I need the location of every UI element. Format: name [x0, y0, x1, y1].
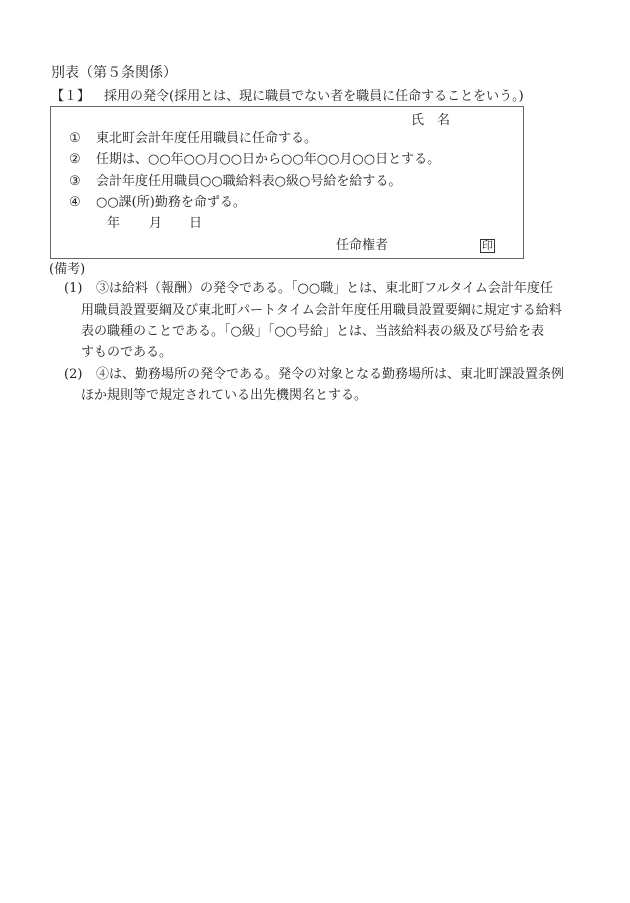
item-marker: ③: [69, 174, 81, 189]
note-marker: (2): [64, 367, 83, 382]
item-text: 会計年度任用職員○○職給料表○級○号給を給する。: [96, 174, 402, 189]
notes-heading: (備考): [49, 262, 86, 277]
note-line: ほか規則等で規定されている出先機関名とする。: [81, 388, 368, 403]
note-line: 表の職種のことである。「○級」「○○号給」とは、当該給料表の級及び号給を表: [81, 324, 545, 339]
name-label: 氏 名: [411, 113, 451, 128]
item-text: ○○課(所)勤務を命ずる。: [96, 195, 246, 210]
note-line: ③は給料（報酬）の発令である。「○○職」とは、東北町フルタイム会計年度任: [96, 281, 553, 296]
appointer-label: 任命権者: [336, 238, 389, 253]
item-marker: ①: [69, 131, 81, 146]
note-line: ④は、勤務場所の発令である。発令の対象となる勤務場所は、東北町課設置条例: [96, 367, 565, 382]
date-month: 月: [149, 216, 163, 231]
item-marker: ②: [69, 152, 81, 167]
note-line: すものである。: [81, 345, 173, 360]
note-line: 用職員設置要綱及び東北町パートタイム会計年度任用職員設置要綱に規定する給料: [81, 303, 562, 318]
section-heading: 採用の発令(採用とは、現に職員でない者を職員に任命することをいう。): [104, 89, 524, 104]
item-text: 東北町会計年度任用職員に任命する。: [96, 131, 318, 146]
date-day: 日: [189, 216, 203, 231]
item-text: 任期は、○○年○○月○○日から○○年○○月○○日とする。: [96, 152, 441, 167]
date-year: 年: [107, 216, 121, 231]
page-title: 別表（第５条関係）: [51, 65, 177, 81]
seal-icon: [480, 238, 495, 254]
note-marker: (1): [64, 281, 83, 296]
section-number: 【１】: [51, 89, 91, 104]
item-marker: ④: [69, 195, 81, 210]
seal-text: 印: [482, 239, 493, 252]
